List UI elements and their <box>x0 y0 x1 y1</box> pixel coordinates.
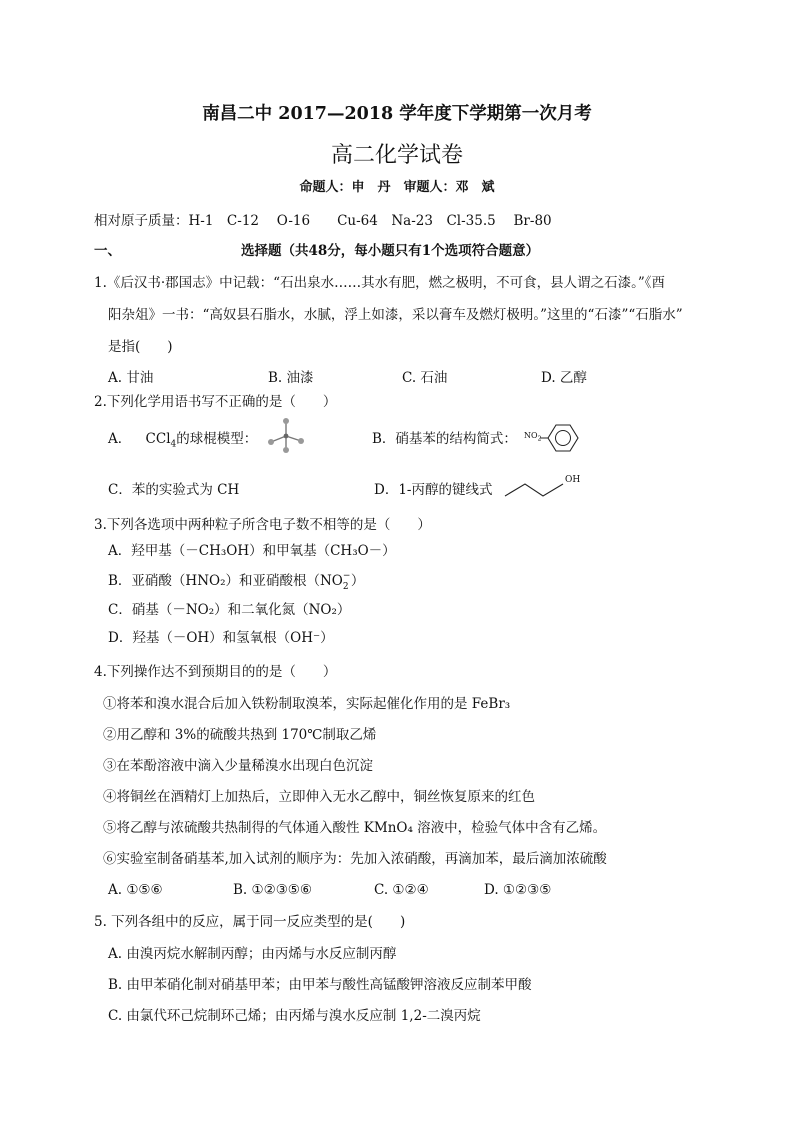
q1-option-b: B. 油漆 <box>268 370 314 386</box>
ccl4-ball-stick-model <box>266 418 306 458</box>
atomic-mass-line: 相对原子质量：H-1 C-12 O-16 Cu-64 Na-23 Cl-35.5 Br-80 <box>94 213 552 229</box>
q4-option-c: C. ①②④ <box>374 882 429 898</box>
q4-item-6: ⑥实验室制备硝基苯,加入试剂的顺序为：先加入浓硝酸，再滴加苯，最后滴加浓硫酸 <box>103 851 607 867</box>
q1-line3: 是指( ) <box>108 339 173 355</box>
q4-item-1: ①将苯和溴水混合后加入铁粉制取溴苯，实际起催化作用的是 FeBr₃ <box>103 696 511 712</box>
q4-item-2: ②用乙醇和 3%的硫酸共热到 170℃制取乙烯 <box>103 727 377 743</box>
q4-option-d: D. ①②③⑤ <box>484 882 552 898</box>
q2-option-b: B．硝基苯的结构简式： <box>372 431 517 447</box>
q3-option-c: C．硝基（－NO₂）和二氧化氮（NO₂） <box>108 602 351 618</box>
q1-option-c: C. 石油 <box>402 370 448 386</box>
q4-option-a: A. ①⑤⑥ <box>108 882 163 898</box>
q2-option-a-formula: CCl <box>145 431 171 447</box>
q5-option-a: A. 由溴丙烷水解制丙醇；由丙烯与水反应制丙醇 <box>108 946 397 962</box>
q1-option-a: A. 甘油 <box>108 370 154 386</box>
q2-option-a <box>108 429 257 455</box>
q4-item-3: ③在苯酚溶液中滴入少量稀溴水出现白色沉淀 <box>103 758 373 774</box>
q2-stem: 2.下列化学用语书写不正确的是（ ） <box>94 394 337 410</box>
q3-stem: 3.下列各选项中两种粒子所含电子数不相等的是（ ） <box>94 517 431 533</box>
q5-option-c: C. 由氯代环己烷制环己烯；由丙烯与溴水反应制 1,2-二溴丙烷 <box>108 1008 481 1024</box>
section-title: 选择题（共48分，每小题只有1个选项符合题意） <box>241 243 540 259</box>
q1-line1: 1.《后汉书·郡国志》中记载：“石出泉水……其水有肥，燃之极明，不可食，县人谓之石漆。”《酉 <box>94 275 665 291</box>
section-number: 一、 <box>94 243 121 259</box>
q2-option-d: D．1-丙醇的键线式 <box>374 482 493 498</box>
q1-line2: 阳杂俎》一书：“高奴县石脂水，水腻，浮上如漆，采以膏车及燃灯极明。”这里的“石漆”“石脂水” <box>108 307 683 323</box>
exam-title: 高二化学试卷 <box>330 143 463 168</box>
school-title: 南昌二中 2017—2018 学年度下学期第一次月考 <box>202 104 592 124</box>
q3-option-d: D．羟基（－OH）和氢氧根（OH⁻） <box>108 630 334 646</box>
q3-option-a: A．羟甲基（－CH₃OH）和甲氧基（CH₃O－） <box>108 543 396 559</box>
q4-item-4: ④将铜丝在酒精灯上加热后，立即伸入无水乙醇中，铜丝恢复原来的红色 <box>103 789 535 805</box>
q5-option-b: B. 由甲苯硝化制对硝基甲苯；由甲苯与酸性高锰酸钾溶液反应制苯甲酸 <box>108 977 532 993</box>
authors-line: 命题人：申 丹 审题人：邓 斌 <box>299 180 495 195</box>
q4-option-b: B. ①②③⑤⑥ <box>233 882 313 898</box>
q5-stem: 5. 下列各组中的反应，属于同一反应类型的是( ) <box>94 914 406 930</box>
q2-option-a-sub: 4 <box>170 439 177 450</box>
q2-option-c: C．苯的实验式为 CH <box>108 482 240 498</box>
q4-item-5: ⑤将乙醇与浓硫酸共热制得的气体通入酸性 KMnO₄ 溶液中，检验气体中含有乙烯。 <box>103 820 607 836</box>
q4-stem: 4.下列操作达不到预期目的的是（ ） <box>94 664 337 680</box>
nitro-group-label: $NO_2$ <box>524 431 542 443</box>
propanol-oh-label: OH <box>565 475 581 485</box>
q2-option-a-prefix: A． <box>108 431 132 447</box>
nitrobenzene-structure <box>540 422 580 454</box>
q3-option-b: B．亚硝酸（HNO₂）和亚硝酸根（NO − 2 ） <box>108 571 365 592</box>
q1-option-d: D. 乙醇 <box>541 370 587 386</box>
q2-option-a-suffix: 的球棍模型： <box>176 431 258 447</box>
